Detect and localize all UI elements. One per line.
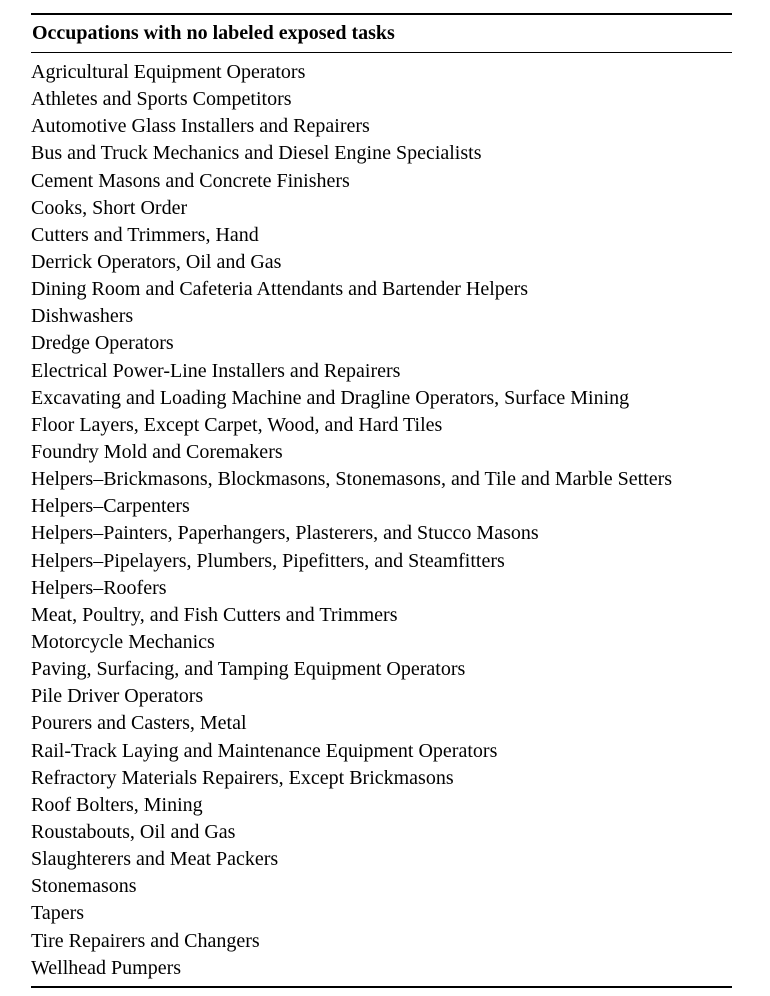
table-header: Occupations with no labeled exposed tasks bbox=[32, 22, 395, 44]
table-row: Cooks, Short Order bbox=[31, 196, 188, 219]
table-row: Dredge Operators bbox=[31, 332, 174, 355]
table-row: Athletes and Sports Competitors bbox=[31, 88, 292, 111]
table-row: Paving, Surfacing, and Tamping Equipment Operators bbox=[31, 658, 466, 681]
table-row: Cement Masons and Concrete Finishers bbox=[31, 169, 350, 192]
table-body bbox=[31, 53, 732, 986]
table-row: Dining Room and Cafeteria Attendants and Bartender Helpers bbox=[31, 278, 529, 301]
table-row: Pourers and Casters, Metal bbox=[31, 712, 247, 735]
table-row: Helpers–Roofers bbox=[31, 576, 167, 599]
table-row: Agricultural Equipment Operators bbox=[31, 61, 306, 83]
table-bottom-rule bbox=[31, 986, 732, 988]
table-row: Derrick Operators, Oil and Gas bbox=[31, 250, 282, 273]
table-row: Pile Driver Operators bbox=[31, 685, 204, 708]
table-row: Automotive Glass Installers and Repairers bbox=[31, 115, 370, 138]
table-row: Dishwashers bbox=[31, 305, 134, 328]
occupations-table bbox=[31, 13, 732, 988]
table-row: Rail-Track Laying and Maintenance Equipment Operators bbox=[31, 739, 498, 762]
table-row: Cutters and Trimmers, Hand bbox=[31, 223, 259, 246]
table-row: Excavating and Loading Machine and Dragline Operators, Surface Mining bbox=[31, 386, 630, 409]
table-row: Roof Bolters, Mining bbox=[31, 793, 203, 816]
table-row: Floor Layers, Except Carpet, Wood, and Hard Tiles bbox=[31, 413, 443, 436]
table-row: Helpers–Brickmasons, Blockmasons, Stonemasons, and Tile and Marble Setters bbox=[31, 468, 673, 491]
table-row: Helpers–Painters, Paperhangers, Plasterers, and Stucco Masons bbox=[31, 522, 539, 545]
table-row: Refractory Materials Repairers, Except Brickmasons bbox=[31, 766, 454, 789]
table-row: Slaughterers and Meat Packers bbox=[31, 848, 279, 871]
table-row: Tire Repairers and Changers bbox=[31, 929, 260, 952]
table-row: Roustabouts, Oil and Gas bbox=[31, 820, 236, 843]
table-row: Bus and Truck Mechanics and Diesel Engine Specialists bbox=[31, 142, 482, 165]
table-row: Helpers–Carpenters bbox=[31, 495, 190, 518]
table-row: Helpers–Pipelayers, Plumbers, Pipefitters, and Steamfitters bbox=[31, 549, 505, 572]
table-row: Foundry Mold and Coremakers bbox=[31, 440, 283, 463]
table-row: Wellhead Pumpers bbox=[31, 956, 182, 979]
table-row: Meat, Poultry, and Fish Cutters and Trimmers bbox=[31, 603, 398, 626]
table-row: Tapers bbox=[31, 902, 85, 925]
table-row: Electrical Power-Line Installers and Repairers bbox=[31, 359, 401, 382]
table-row: Motorcycle Mechanics bbox=[31, 630, 215, 653]
table-row: Stonemasons bbox=[31, 875, 137, 898]
